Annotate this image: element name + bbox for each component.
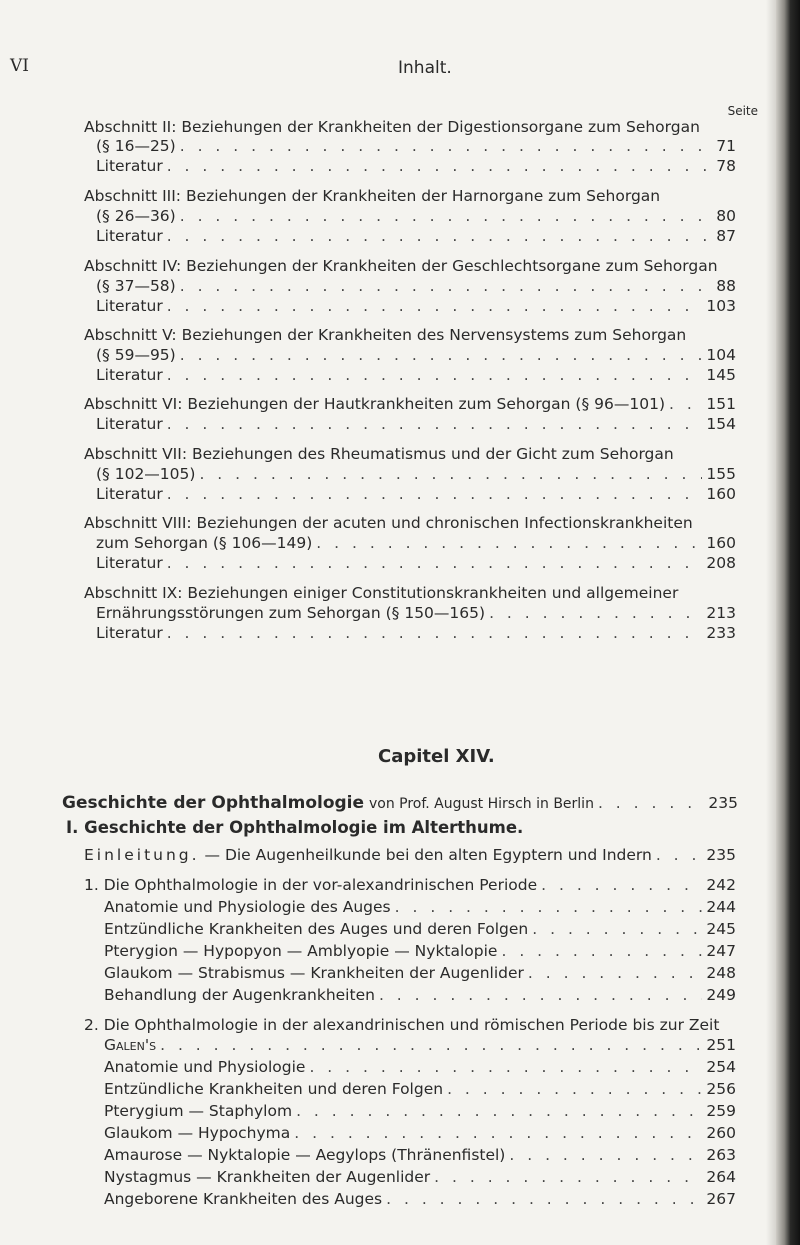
toc-entry-page: 104 [706, 346, 736, 364]
toc-entry-label: zum Sehorgan (§ 106—149) [96, 534, 313, 552]
seite-column-label: Seite [727, 104, 758, 118]
toc-entry-label: Ernährungsstörungen zum Sehorgan (§ 150—165) [96, 604, 486, 622]
toc-entry-page: 263 [706, 1146, 736, 1164]
toc-entry-page: 244 [706, 898, 736, 916]
toc-entry-label: Literatur [96, 157, 163, 175]
toc-entry [104, 1190, 736, 1208]
toc-entry-page: 251 [706, 1036, 736, 1054]
toc-entry [96, 415, 736, 433]
toc-entry-page: 235 [708, 794, 738, 812]
toc-entry-page: 249 [706, 986, 736, 1004]
toc-entry-label: Pterygium — Staphylom [104, 1102, 293, 1120]
toc-entry-page: 155 [706, 465, 736, 483]
toc-entry [96, 534, 736, 552]
toc-entry-page: 242 [706, 876, 736, 894]
section-heading: Abschnitt III: Beziehungen der Krankheiten der Harnorgane zum Sehorgan [84, 187, 661, 205]
toc-entry [104, 920, 736, 938]
toc-entry-page: 208 [706, 554, 736, 572]
section-heading: Abschnitt II: Beziehungen der Krankheiten der Digestionsorgane zum Sehorgan [84, 118, 700, 136]
intro-text: — Die Augenheilkunde bei den alten Egyptern und Indern [204, 846, 652, 864]
toc-entry [96, 624, 736, 642]
toc-entry-page: 88 [716, 277, 736, 295]
toc-entry-label [62, 793, 594, 813]
toc-entry [96, 346, 736, 364]
toc-entry [96, 366, 736, 384]
toc-entry-label: Anatomie und Physiologie des Auges [104, 898, 391, 916]
toc-entry [104, 1146, 736, 1164]
toc-entry-label: Entzündliche Krankheiten des Auges und deren Folgen [104, 920, 529, 938]
toc-entry-page: 235 [706, 846, 736, 864]
toc-entry-page: 233 [706, 624, 736, 642]
toc-entry-page: 154 [706, 415, 736, 433]
toc-entry-page: 254 [706, 1058, 736, 1076]
toc-entry-page: 247 [706, 942, 736, 960]
toc-entry [96, 554, 736, 572]
toc-entry-label: (§ 59—95) [96, 346, 176, 364]
toc-entry [104, 1168, 736, 1186]
toc-entry [96, 227, 736, 245]
section-heading: Abschnitt VIII: Beziehungen der acuten und chronischen Infectionskrankheiten [84, 514, 693, 532]
toc-entry [96, 604, 736, 622]
page-edge-shadow [766, 0, 776, 1245]
toc-entry-label: Literatur [96, 297, 163, 315]
toc-entry-page: 103 [706, 297, 736, 315]
toc-entry-label: Glaukom — Strabismus — Krankheiten der Augenlider [104, 964, 524, 982]
toc-entry [96, 465, 736, 483]
toc-entry-page: 213 [706, 604, 736, 622]
toc-entry [104, 1102, 736, 1120]
toc-entry-page: 256 [706, 1080, 736, 1098]
toc-entry [104, 1124, 736, 1142]
toc-entry-label: Amaurose — Nyktalopie — Aegylops (Thränenfistel) [104, 1146, 506, 1164]
toc-entry-label: Literatur [96, 624, 163, 642]
toc-entry-label: Galen's [104, 1036, 157, 1054]
page-edge [776, 0, 800, 1245]
toc-entry-label: (§ 37—58) [96, 277, 176, 295]
toc-entry-label: Anatomie und Physiologie [104, 1058, 306, 1076]
toc-entry [104, 898, 736, 916]
toc-entry-page: 260 [706, 1124, 736, 1142]
toc-entry-label: Pterygion — Hypopyon — Amblyopie — Nyktalopie [104, 942, 498, 960]
toc-entry-label: Nystagmus — Krankheiten der Augenlider [104, 1168, 431, 1186]
toc-entry-page: 245 [706, 920, 736, 938]
toc-entry [104, 1058, 736, 1076]
toc-entry [104, 942, 736, 960]
main-title: Geschichte der Ophthalmologie [62, 793, 365, 813]
section-heading: Abschnitt VI: Beziehungen der Hautkrankheiten zum Sehorgan (§ 96—101) [84, 395, 665, 413]
toc-entry [96, 137, 736, 155]
toc-entry [104, 964, 736, 982]
toc-entry [96, 207, 736, 225]
toc-entry [96, 297, 736, 315]
toc-entry [96, 157, 736, 175]
toc-entry-label: Literatur [96, 415, 163, 433]
intro-label: Einleitung. [84, 846, 200, 864]
toc-entry-page: 264 [706, 1168, 736, 1186]
toc-entry [104, 986, 736, 1004]
running-header: Inhalt. [398, 58, 452, 78]
toc-entry-label: Entzündliche Krankheiten und deren Folgen [104, 1080, 444, 1098]
toc-entry-page: 78 [716, 157, 736, 175]
toc-entry-label: Glaukom — Hypochyma [104, 1124, 291, 1142]
toc-entry-page: 160 [706, 485, 736, 503]
toc-entry-label: Literatur [96, 554, 163, 572]
toc-entry [96, 277, 736, 295]
period-title: 2. Die Ophthalmologie in der alexandrinischen und römischen Periode bis zur Zeit [84, 1016, 720, 1034]
toc-entry-label: (§ 26—36) [96, 207, 176, 225]
section-heading: Abschnitt V: Beziehungen der Krankheiten des Nervensystems zum Sehorgan [84, 326, 687, 344]
chapter-title: Capitel XIV. [378, 746, 495, 767]
section-heading: Abschnitt VII: Beziehungen des Rheumatismus und der Gicht zum Sehorgan [84, 445, 674, 463]
toc-entry-label: Behandlung der Augenkrankheiten [104, 986, 375, 1004]
toc-entry [104, 1036, 736, 1054]
toc-entry-page: 160 [706, 534, 736, 552]
page-number: VI [10, 56, 29, 76]
toc-entry-label: Literatur [96, 227, 163, 245]
toc-entry-page: 248 [706, 964, 736, 982]
section-heading: Abschnitt IX: Beziehungen einiger Constitutionskrankheiten und allgemeiner [84, 584, 679, 602]
part-title: I. Geschichte der Ophthalmologie im Alterthume. [66, 818, 524, 837]
toc-entry-page: 71 [716, 137, 736, 155]
period-title: 1. Die Ophthalmologie in der vor-alexandrinischen Periode [84, 876, 538, 894]
toc-entry-page: 80 [716, 207, 736, 225]
toc-entry-label: (§ 102—105) [96, 465, 196, 483]
toc-entry-label: Literatur [96, 485, 163, 503]
toc-entry-page: 259 [706, 1102, 736, 1120]
toc-entry-page: 267 [706, 1190, 736, 1208]
toc-entry-label: Literatur [96, 366, 163, 384]
toc-entry-page: 87 [716, 227, 736, 245]
toc-entry [84, 846, 736, 864]
toc-entry-page: 151 [706, 395, 736, 413]
main-author: von Prof. August Hirsch in Berlin [368, 796, 594, 812]
section-heading: Abschnitt IV: Beziehungen der Krankheiten der Geschlechtsorgane zum Sehorgan [84, 257, 718, 275]
toc-entry [62, 793, 738, 813]
toc-entry [84, 395, 736, 413]
toc-entry [104, 1080, 736, 1098]
toc-entry-label [84, 846, 652, 864]
toc-entry-label: (§ 16—25) [96, 137, 176, 155]
toc-entry-label: Angeborene Krankheiten des Auges [104, 1190, 383, 1208]
toc-entry [84, 876, 736, 894]
toc-entry-page: 145 [706, 366, 736, 384]
toc-entry [96, 485, 736, 503]
